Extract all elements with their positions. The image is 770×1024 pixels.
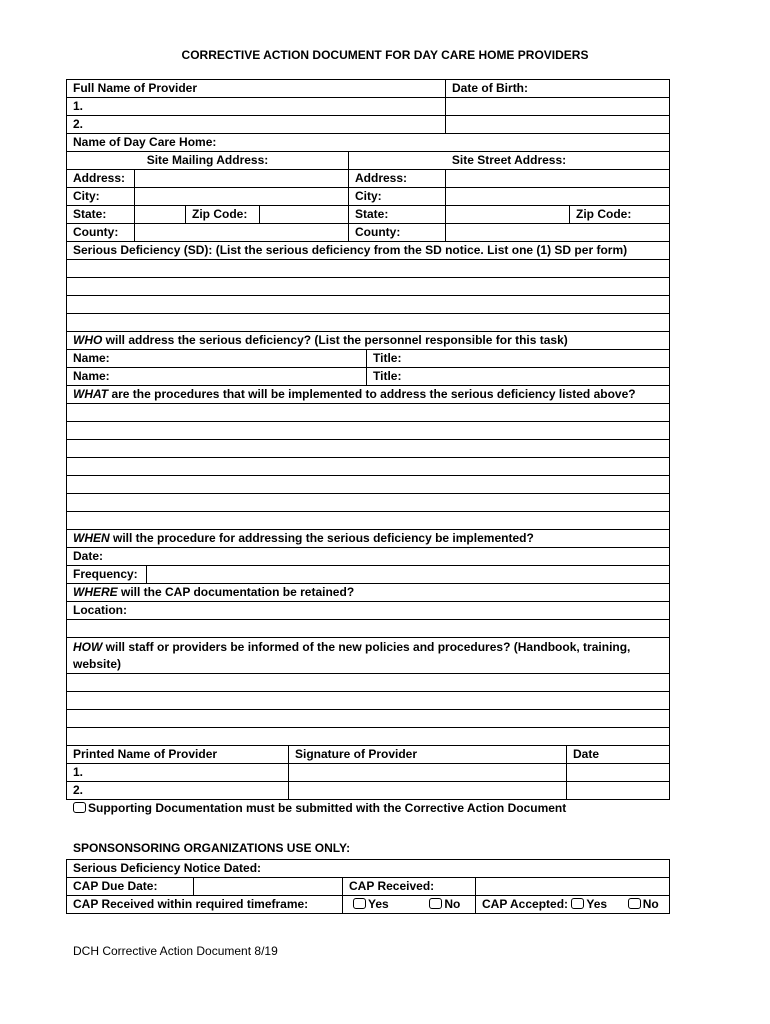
what-question: WHAT are the procedures that will be implemented to address the serious deficiency listed above?	[67, 386, 670, 404]
mailing-county-field[interactable]	[135, 224, 349, 242]
cap-accepted-label: CAP Accepted:	[482, 897, 569, 911]
street-address-label: Address:	[349, 170, 446, 188]
received-within-label: CAP Received within required timeframe:	[67, 896, 343, 914]
what-line[interactable]	[67, 494, 670, 512]
mailing-city-field[interactable]	[135, 188, 349, 206]
street-zip-label: Zip Code:	[576, 207, 632, 221]
supporting-doc-checkbox[interactable]	[73, 802, 86, 813]
street-county-label: County:	[349, 224, 446, 242]
street-state-field[interactable]	[446, 206, 570, 224]
signature-table	[66, 745, 670, 800]
street-zip-field[interactable]	[570, 206, 670, 224]
provider-row-1[interactable]: 1.	[67, 98, 446, 116]
how-line[interactable]	[67, 728, 670, 746]
who-title-2[interactable]: Title:	[367, 368, 670, 386]
street-state-label: State:	[349, 206, 446, 224]
what-line[interactable]	[67, 512, 670, 530]
dob-field-1[interactable]	[446, 98, 670, 116]
how-question: HOW will staff or providers be informed of the new policies and procedures? (Handbook, training, website)	[67, 638, 670, 674]
notice-dated-field[interactable]: Serious Deficiency Notice Dated:	[67, 860, 670, 878]
mailing-address-label: Address:	[67, 170, 135, 188]
frequency-field[interactable]	[147, 566, 670, 584]
supporting-doc-note: Supporting Documentation must be submitted with the Corrective Action Document	[73, 801, 566, 815]
provider-row-2[interactable]: 2.	[67, 116, 446, 134]
signature-header: Signature of Provider	[289, 746, 567, 764]
sd-line[interactable]	[67, 314, 670, 332]
received-yes-label: Yes	[368, 897, 389, 911]
who-title-1[interactable]: Title:	[367, 350, 670, 368]
sign-date-1[interactable]	[567, 764, 670, 782]
where-question: WHERE will the CAP documentation be retained?	[67, 584, 670, 602]
who-name-2[interactable]: Name:	[67, 368, 367, 386]
provider-info-table	[66, 79, 670, 332]
accepted-no-checkbox[interactable]	[628, 898, 641, 909]
printed-name-header: Printed Name of Provider	[67, 746, 289, 764]
what-line[interactable]	[67, 422, 670, 440]
mailing-state-label: State:	[67, 206, 135, 224]
received-within-options	[343, 896, 476, 914]
what-line[interactable]	[67, 476, 670, 494]
mailing-zip-field[interactable]	[260, 206, 349, 224]
sponsor-heading: SPONSONSORING ORGANIZATIONS USE ONLY:	[73, 841, 351, 855]
document-title: CORRECTIVE ACTION DOCUMENT FOR DAY CARE HOME PROVIDERS	[181, 48, 589, 62]
received-no-checkbox[interactable]	[429, 898, 442, 909]
mailing-city-label: City:	[67, 188, 135, 206]
printed-name-2[interactable]: 2.	[67, 782, 289, 800]
cap-received-field[interactable]	[476, 878, 670, 896]
dob-label: Date of Birth:	[446, 80, 670, 98]
mailing-zip-label: Zip Code:	[186, 206, 260, 224]
mailing-state-field[interactable]	[135, 206, 186, 224]
who-name-1[interactable]: Name:	[67, 350, 367, 368]
dob-field-2[interactable]	[446, 116, 670, 134]
how-line[interactable]	[67, 710, 670, 728]
signature-1[interactable]	[289, 764, 567, 782]
street-address-heading: Site Street Address:	[349, 152, 670, 170]
mailing-county-label: County:	[67, 224, 135, 242]
how-line[interactable]	[67, 692, 670, 710]
home-name-label[interactable]: Name of Day Care Home:	[67, 134, 670, 152]
sd-line[interactable]	[67, 296, 670, 314]
signature-2[interactable]	[289, 782, 567, 800]
cap-accepted-options	[476, 896, 670, 914]
when-question: WHEN will the procedure for addressing the serious deficiency be implemented?	[67, 530, 670, 548]
when-date-field[interactable]: Date:	[67, 548, 670, 566]
action-plan-table	[66, 331, 670, 746]
cap-due-field[interactable]	[194, 878, 343, 896]
sd-line[interactable]	[67, 278, 670, 296]
sponsor-table	[66, 859, 670, 914]
what-line[interactable]	[67, 458, 670, 476]
street-city-label: City:	[349, 188, 446, 206]
location-field[interactable]: Location:	[67, 602, 670, 620]
how-line[interactable]	[67, 674, 670, 692]
street-city-field[interactable]	[446, 188, 670, 206]
street-county-field[interactable]	[446, 224, 670, 242]
street-address-field[interactable]	[446, 170, 670, 188]
received-yes-checkbox[interactable]	[353, 898, 366, 909]
accepted-yes-checkbox[interactable]	[571, 898, 584, 909]
footer-text: DCH Corrective Action Document 8/19	[73, 944, 278, 958]
cap-received-label: CAP Received:	[343, 878, 476, 896]
frequency-label: Frequency:	[67, 566, 147, 584]
sign-date-2[interactable]	[567, 782, 670, 800]
what-line[interactable]	[67, 404, 670, 422]
date-header: Date	[567, 746, 670, 764]
cap-due-label: CAP Due Date:	[67, 878, 194, 896]
mailing-address-field[interactable]	[135, 170, 349, 188]
accepted-yes-label: Yes	[586, 897, 608, 911]
where-line[interactable]	[67, 620, 670, 638]
sd-line[interactable]	[67, 260, 670, 278]
what-line[interactable]	[67, 440, 670, 458]
full-name-label: Full Name of Provider	[67, 80, 446, 98]
mailing-address-heading: Site Mailing Address:	[67, 152, 349, 170]
who-question: WHO will address the serious deficiency? (List the personnel responsible for this task)	[67, 332, 670, 350]
printed-name-1[interactable]: 1.	[67, 764, 289, 782]
accepted-no-label: No	[642, 897, 659, 911]
sd-label: Serious Deficiency (SD): (List the serious deficiency from the SD notice. List one (1) SD per form)	[67, 242, 670, 260]
received-no-label: No	[444, 897, 461, 911]
